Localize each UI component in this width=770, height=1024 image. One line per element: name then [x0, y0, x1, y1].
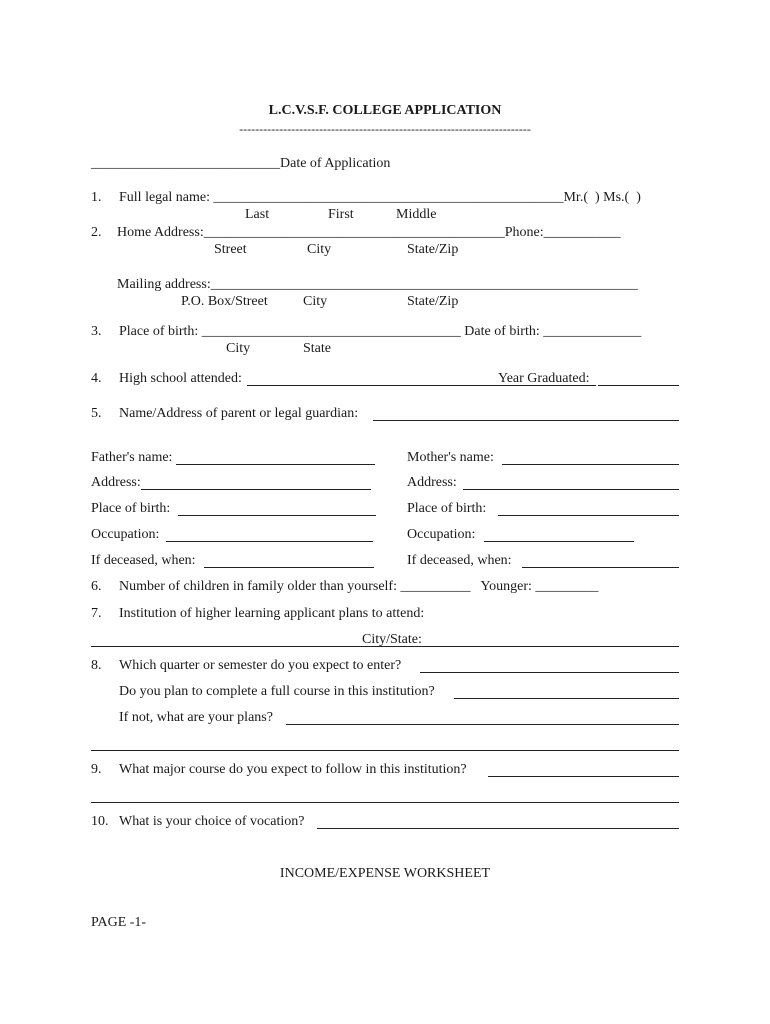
- quarter-label: Which quarter or semester do you expect to enter?: [119, 658, 402, 673]
- major-course-input[interactable]: [488, 776, 679, 777]
- question-number: 2.: [91, 225, 102, 240]
- mother-occupation-label: Occupation:: [407, 527, 476, 542]
- mother-birth-label: Place of birth:: [407, 501, 487, 516]
- caption-last: Last: [245, 207, 270, 222]
- date-of-application-field[interactable]: ___________________________Date of Application: [91, 156, 391, 171]
- question-number: 5.: [91, 406, 102, 421]
- mother-name-input[interactable]: [502, 464, 679, 465]
- high-school-label: High school attended:: [119, 371, 242, 386]
- question-number: 8.: [91, 658, 102, 673]
- question-number: 6.: [91, 579, 102, 594]
- father-occupation-label: Occupation:: [91, 527, 160, 542]
- title-rule: -------------------------------------------------------------------------: [239, 122, 531, 136]
- year-graduated-input[interactable]: [598, 385, 679, 386]
- plans-label: If not, what are your plans?: [119, 710, 273, 725]
- father-birth-label: Place of birth:: [91, 501, 171, 516]
- institution-input[interactable]: [91, 646, 362, 647]
- guardian-input[interactable]: [373, 420, 679, 421]
- place-date-of-birth-field[interactable]: Place of birth: _____________________________________ Date of birth: ______________: [119, 324, 642, 339]
- question-number: 4.: [91, 371, 102, 386]
- siblings-field[interactable]: Number of children in family older than yourself: __________ Younger: _________: [119, 579, 599, 594]
- plans-input[interactable]: [286, 724, 679, 725]
- plans-input-continued[interactable]: [91, 750, 679, 751]
- caption-state: State: [303, 341, 331, 356]
- mother-birth-input[interactable]: [498, 515, 679, 516]
- father-occupation-input[interactable]: [166, 541, 373, 542]
- full-course-label: Do you plan to complete a full course in this institution?: [119, 684, 435, 699]
- caption-street: Street: [214, 242, 247, 257]
- caption-city: City: [307, 242, 332, 257]
- father-name-label: Father's name:: [91, 450, 173, 465]
- year-graduated-underline: [498, 385, 596, 386]
- major-course-label: What major course do you expect to follow in this institution?: [119, 762, 467, 777]
- city-state-input[interactable]: [362, 646, 679, 647]
- document-title: L.C.V.S.F. COLLEGE APPLICATION: [268, 103, 502, 118]
- vocation-label: What is your choice of vocation?: [119, 814, 305, 829]
- caption-first: First: [328, 207, 354, 222]
- mother-address-input[interactable]: [463, 489, 679, 490]
- father-deceased-input[interactable]: [204, 567, 374, 568]
- question-number: 3.: [91, 324, 102, 339]
- mother-address-label: Address:: [407, 475, 457, 490]
- caption-city: City: [226, 341, 251, 356]
- mailing-address-field[interactable]: Mailing address:_____________________________________________________________: [117, 277, 638, 292]
- question-number: 10.: [91, 814, 109, 829]
- caption-po-box-street: P.O. Box/Street: [181, 294, 268, 309]
- question-number: 7.: [91, 606, 102, 621]
- father-address-label: Address:: [91, 475, 141, 490]
- full-course-input[interactable]: [454, 698, 679, 699]
- father-birth-input[interactable]: [178, 515, 376, 516]
- caption-city: City: [303, 294, 328, 309]
- caption-state-zip: State/Zip: [407, 294, 459, 309]
- question-number: 9.: [91, 762, 102, 777]
- city-state-label: City/State:: [362, 632, 422, 647]
- mother-deceased-label: If deceased, when:: [407, 553, 512, 568]
- page-number: PAGE -1-: [91, 915, 147, 930]
- father-address-input[interactable]: [141, 489, 371, 490]
- major-course-input-continued[interactable]: [91, 802, 679, 803]
- high-school-input[interactable]: [247, 385, 498, 386]
- caption-middle: Middle: [396, 207, 437, 222]
- caption-state-zip: State/Zip: [407, 242, 459, 257]
- mother-deceased-input[interactable]: [522, 567, 679, 568]
- father-deceased-label: If deceased, when:: [91, 553, 196, 568]
- full-legal-name-field[interactable]: Full legal name: __________________________________________________Mr.( ) Ms.( ): [119, 190, 641, 205]
- year-graduated-label: Year Graduated:: [498, 371, 590, 386]
- father-name-input[interactable]: [176, 464, 375, 465]
- institution-label: Institution of higher learning applicant plans to attend:: [119, 606, 425, 621]
- mother-name-label: Mother's name:: [407, 450, 494, 465]
- vocation-input[interactable]: [317, 828, 679, 829]
- worksheet-heading: INCOME/EXPENSE WORKSHEET: [279, 866, 491, 881]
- home-address-field[interactable]: Home Address:___________________________________________Phone:___________: [117, 225, 621, 240]
- mother-occupation-input[interactable]: [484, 541, 634, 542]
- quarter-input[interactable]: [420, 672, 679, 673]
- guardian-label: Name/Address of parent or legal guardian:: [119, 406, 359, 421]
- question-number: 1.: [91, 190, 102, 205]
